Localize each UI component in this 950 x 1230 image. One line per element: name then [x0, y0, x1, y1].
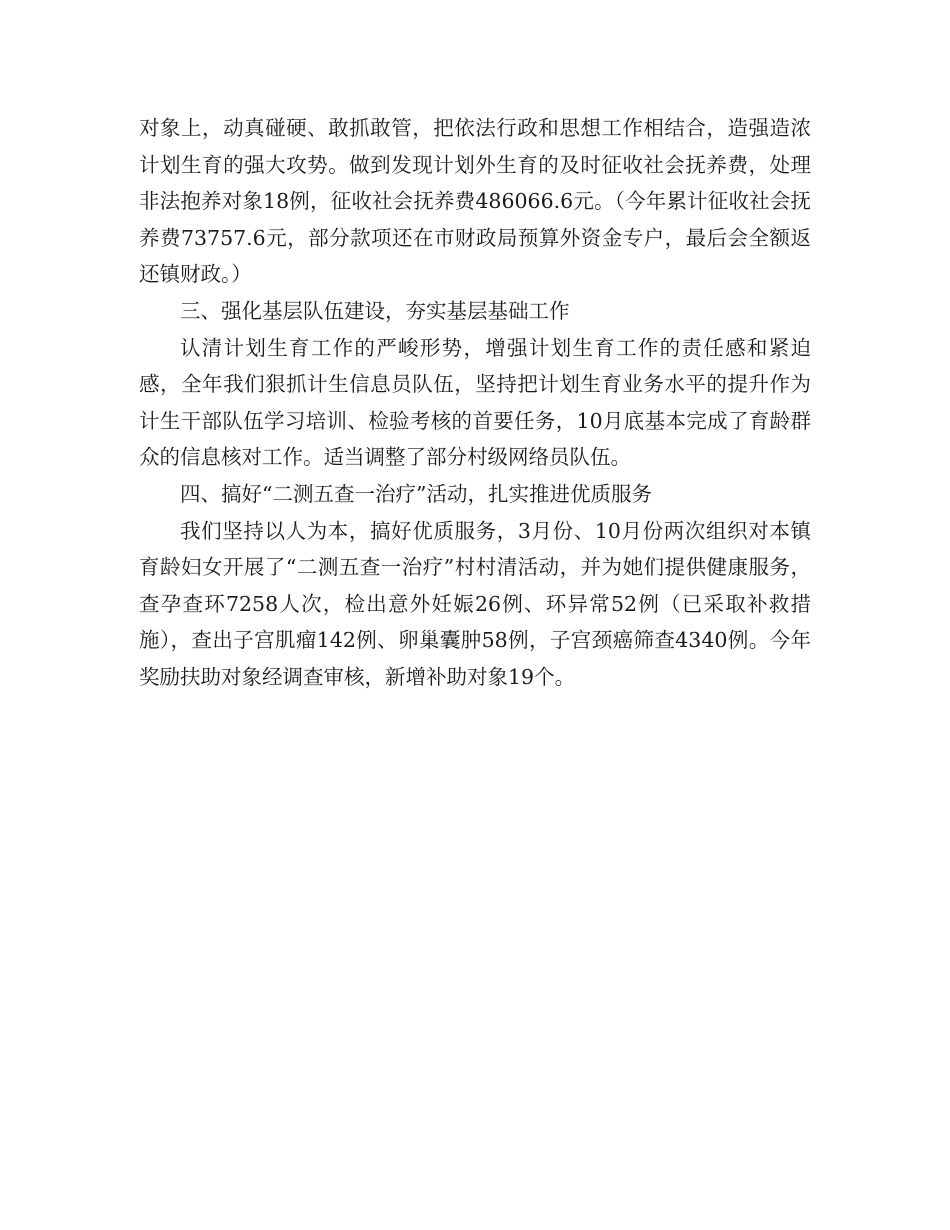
paragraph-social-support-fee: 对象上，动真碰硬、敢抓敢管，把依法行政和思想工作相结合，造强造浓计划生育的强大攻势。做到发现计划外生育的及时征收社会抚养费，处理非法抱养对象18例，征收社会抚养费486066.6元。（今年累计征收社会抚养费73757.6元，部分款项还在市财政局预算外资金专户，最后会全额返还镇财政。） — [139, 116, 811, 287]
section-heading-4: 四、搞好“二测五查一治疗”活动，扎实推进优质服务 — [180, 481, 652, 506]
paragraph-quality-service: 我们坚持以人为本，搞好优质服务，3月份、10月份两次组织对本镇育龄妇女开展了“二测五查一治疗”村村清活动，并为她们提供健康服务，查孕查环7258人次，检出意外妊娠26例、环异常52例（已采取补救措施），查出子宫肌瘤142例、卵巢囊肿58例，子宫颈癌筛查4340例。今年奖励扶助对象经调查审核，新增补助对象19个。 — [139, 518, 811, 689]
paragraph-team-building: 认清计划生育工作的严峻形势，增强计划生育工作的责任感和紧迫感，全年我们狠抓计生信息员队伍，坚持把计划生育业务水平的提升作为计生干部队伍学习培训、检验考核的首要任务，10月底基本完成了育龄群众的信息核对工作。适当调整了部分村级网络员队伍。 — [139, 335, 811, 470]
section-heading-3: 三、强化基层队伍建设，夯实基层基础工作 — [180, 298, 570, 323]
document-body — [139, 110, 811, 696]
